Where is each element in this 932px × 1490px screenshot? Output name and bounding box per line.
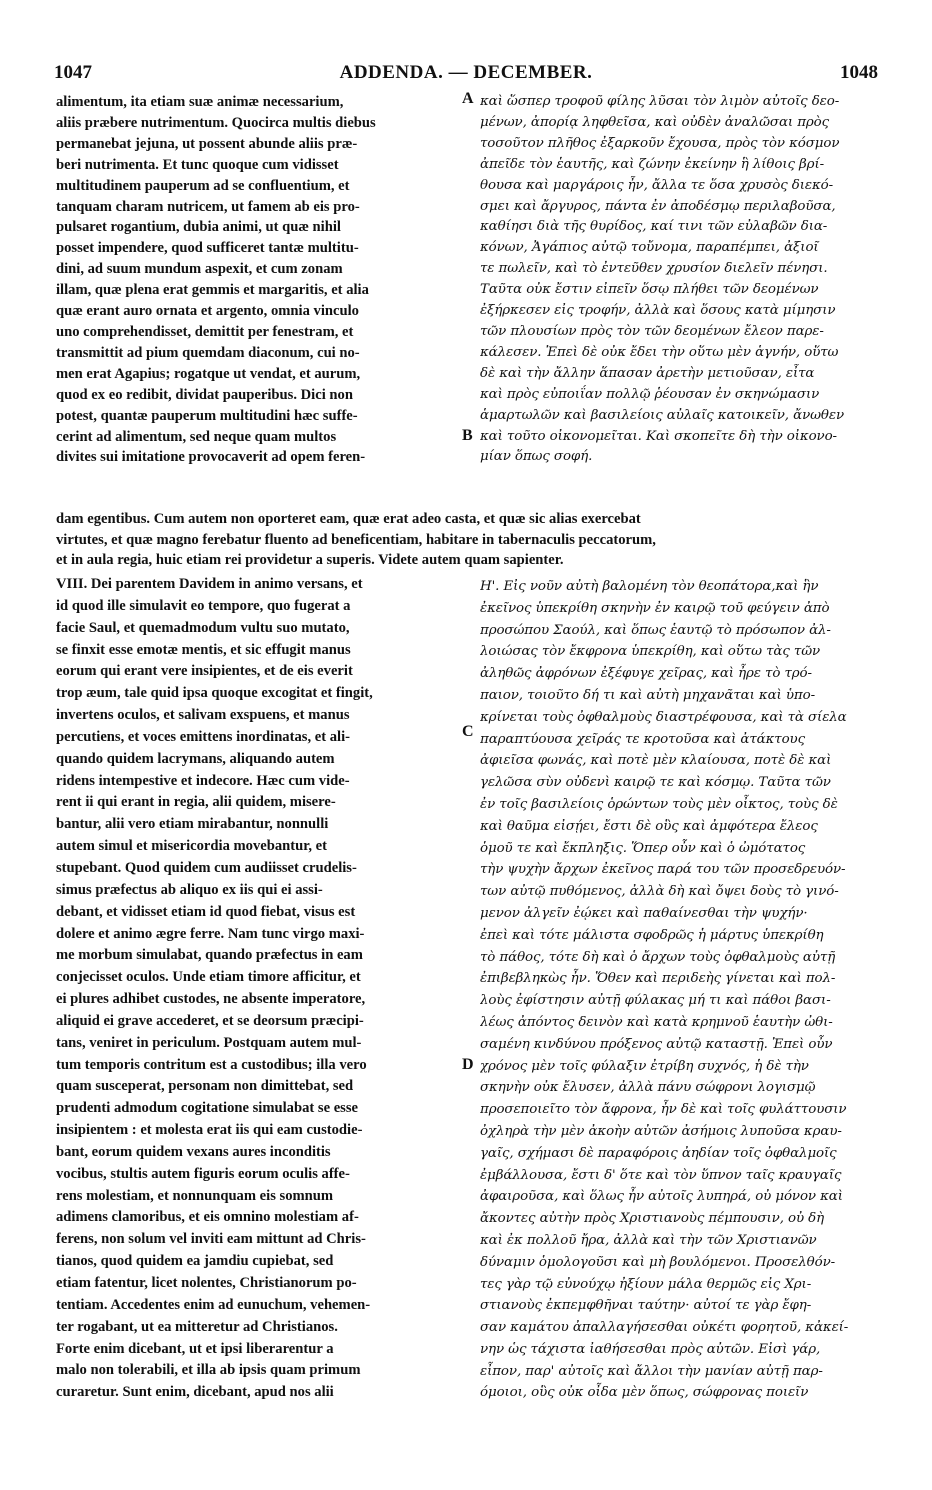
greek-line: σαμένη κινδύνου πρόξενος αὐτῷ καταστῇ. Ἐπεὶ οὖν [480,1036,833,1052]
greek-line: ἀληθῶς ἀφρόνων ἐξέφυγε χεῖρας, καὶ ἦρε τὸ τρό- [480,666,812,682]
margin-marker-c: C [462,723,474,740]
latin-line: tans, veniret in periculum. Postquam autem mul- [56,1034,362,1051]
page-number-right: 1048 [840,62,878,83]
greek-line: σμει καὶ ἄργυρος, πάντα ἐν ἀποδέσμῳ περιλαβοῦσα, [480,198,836,214]
greek-line: μένων, ἀπορίᾳ ληφθεῖσα, καὶ οὐδὲν ἀναλῶσαι πρὸς [480,114,830,130]
greek-line: όμοιοι, οὓς οὐκ οἶδα μὲν ὅπως, σώφρονας ποιεῖν [480,1385,809,1401]
latin-line: tanquam charam nutricem, ut famem ab eis pro- [56,198,360,215]
latin-line: dini, ad suum mundum aspexit, et cum zonam [56,261,343,278]
greek-column-block-2 [480,576,882,1404]
greek-line: ἄκοντες αὐτὴν πρὸς Χριστιανοὺς πέμπουσιν, οὐ δὴ [480,1211,825,1227]
margin-marker-b: B [462,427,473,444]
latin-line: autem simul et misericordia movebantur, et [56,838,328,855]
latin-line: se finxit esse emotæ mentis, et sic effugit manus [56,641,351,658]
latin-line: cerint ad alimentum, sed neque quam multos [56,428,337,445]
greek-line: ὁμοῦ τε καὶ ἔκπληξις. Ὅπερ οὖν καὶ ὁ ὠμότατος [480,840,806,856]
greek-line: ἀφιεῖσα φωνάς, καὶ ποτὲ μὲν κλαίουσα, ποτὲ δὲ καὶ [480,753,832,769]
latin-line: rent ii qui erant in regia, alii quidem, misere- [56,794,336,811]
greek-line: μενον ἀλγεῖν ἐῴκει καὶ παθαίνεσθαι τὴν ψυχήν· [480,905,808,921]
greek-line: παιον, τοιοῦτο δή τι καὶ αὐτὴ μηχανᾶται καὶ ὑπο- [480,687,815,703]
greek-line: κόνων, Ἀγάπιος αὐτῷ τοὔνομα, παραπέμπει, ἀξιοῖ [480,240,819,256]
full-width-line: virtutes, et quæ magno ferebatur fluento ad beneficentiam, habitare in tabernaculis peccatorum, [56,531,656,548]
latin-line: invertens oculos, et salivam exspuens, et manus [56,707,350,724]
greek-line: τες γὰρ τῷ εὐνούχῳ ἠξίουν μάλα θερμῶς εἰς Χρι- [480,1276,812,1292]
latin-line: eorum qui erant vere insipientes, et de eis everit [56,663,353,680]
greek-line: Ταῦτα οὐκ ἔστιν εἰπεῖν ὅσῳ πλήθει τῶν δεομένων [480,282,819,298]
latin-line: simus præfectus ab aliquo ex iis qui ei assi- [56,881,323,898]
latin-line: facie Saul, et quemadmodum vultu suo mutato, [56,619,350,636]
greek-line: εἶπον, παρ' αὐτοῖς καὶ ἄλλοι τὴν μανίαν αὐτῇ παρ- [480,1363,823,1379]
greek-line: ἐμβάλλουσα, ἔστι δ' ὅτε καὶ τὸν ὕπνον ταῖς κραυγαῖς [480,1167,842,1183]
latin-line: transmittit ad pium quemdam diaconum, cui no- [56,344,360,361]
latin-line: tianos, quod quidem ea jamdiu cupiebat, sed [56,1253,334,1270]
latin-line: beri nutrimenta. Et tunc quoque cum vidisset [56,156,339,173]
margin-marker-d: D [462,1056,474,1073]
greek-line: ἐξήρκεσεν εἰς τροφήν, ἀλλὰ καὶ ὅσους κατὰ μίμησιν [480,303,836,319]
latin-line: posset impendere, quod sufficeret tantæ multitu- [56,240,359,257]
latin-line: ferens, non solum vel inviti eam mittunt ad Chris- [56,1231,366,1248]
latin-column-block-2 [56,574,458,1404]
latin-line: quod ex eo redibit, dividat pauperibus. Dici non [56,386,353,403]
greek-line: τοσοῦτον πλῆθος ἐξαρκοῦν ἔχουσα, πρὸς τὸν κόσμον [480,135,840,151]
latin-line: quam susceperat, personam non dimittebat, sed [56,1078,354,1095]
greek-line: καὶ τοῦτο οἰκονομεῖται. Καὶ σκοπεῖτε δὴ τὴν οἰκονο- [480,428,837,444]
latin-line: stupebant. Quod quidem cum audiisset crudelis- [56,859,357,876]
latin-line: curaretur. Sunt enim, dicebant, apud nos alii [56,1384,334,1401]
latin-line: quæ erant auro ornata et argento, omnia vinculo [56,303,359,320]
latin-line: uno comprehendisset, demittit per fenestram, et [56,323,354,340]
latin-line: dolere et animo ægre ferre. Nam tunc virgo maxi- [56,925,365,942]
latin-line: alimentum, ita etiam suæ animæ necessarium, [56,94,344,110]
latin-line: id quod ille simulavit eo tempore, quo fugerat a [56,597,351,614]
greek-line: καὶ πρὸς εὐποιΐαν πολλῷ ῥέουσαν ἐν σκηνώμασιν [480,386,820,402]
greek-line: θουσα καὶ μαργάροις ἦν, ἄλλα τε ὅσα χρυσὸς διεκό- [480,177,834,193]
greek-line: ἐπεὶ καὶ τότε μάλιστα σφοδρῶς ἡ μάρτυς ὑπεκρίθη [480,927,824,943]
latin-line: tum temporis contritum est a custodibus; illa vero [56,1056,367,1073]
greek-line: σαν καμάτου ἀπαλλαγήσεσθαι οὐκέτι φορητοῦ, κἀκεί- [480,1320,849,1336]
greek-line: τε πωλεῖν, καὶ τὸ ἐντεῦθεν χρυσίον διελεῖν πένησι. [480,261,828,277]
greek-line: ἀπεῖδε τὸν ἑαυτῆς, καὶ ζώνην ἐκείνην ἣ λίθοις βρί- [480,156,825,172]
full-width-line: et in aula regia, huic etiam rei providetur a superis. Videte autem quam sapienter. [56,552,564,569]
greek-line: τῶν πλουσίων πρὸς τὸν τῶν δεομένων ἔλεον παρε- [480,323,824,339]
greek-line: νην ὡς τάχιστα ἰαθήσεσθαι πρὸς αὐτῶν. Εἰσὶ γάρ, [480,1341,821,1357]
latin-line: multitudinem pauperum ad se confluentium, et [56,177,350,194]
greek-line: τὴν ψυχὴν ἄρχων ἐκεῖνος παρά του τῶν προσεδρευόν- [480,862,846,878]
greek-line: λοιώσας τὸν ἔκφρονα ὑπεκρίθη, καὶ οὕτω τὰς τῶν [480,644,821,660]
latin-line: ridens intempestive et indecore. Hæc cum vide- [56,772,350,789]
greek-line: προσεποιεῖτο τὸν ἄφρονα, ἦν δὲ καὶ τοῖς φυλάττουσιν [480,1102,847,1118]
latin-line: etiam fatentur, licet nolentes, Christianorum po- [56,1275,357,1291]
latin-line: quando quidem lacrymans, aliquando autem [56,750,335,767]
greek-line: ἁμαρτωλῶν καὶ βασιλείοις αὐλαῖς κατοικεῖν, ἄνωθεν [480,407,845,423]
greek-line: κάλεσεν. Ἐπεὶ δὲ οὐκ ἔδει τὴν οὕτω μὲν ἁγνήν, οὕτω [480,344,839,360]
latin-line: men erat Agapius; rogatque ut vendat, et aurum, [56,365,361,382]
full-width-line: dam egentibus. Cum autem non oporteret eam, quæ erat adeo casta, et quæ sic alias exercebat [56,511,641,527]
greek-line: των αὐτῷ πυθόμενος, ἀλλὰ δὴ καὶ ὄψει δοὺς τὸ γινό- [480,884,839,900]
running-title: ADDENDA. — DECEMBER. [339,62,593,83]
latin-line: divites sui imitatione provocaverit ad opem feren- [56,449,366,466]
greek-line: ἐν τοῖς βασιλείοις ὁρώντων τοὺς μὲν οἶκτος, τοὺς δὲ [480,796,838,812]
page-number-left: 1047 [54,62,92,83]
latin-line: vocibus, stultis autem figuris eorum oculis affe- [56,1165,350,1182]
greek-line: δύναμιν ὁμολογοῦσι καὶ μὴ βουλόμενοι. Προσελθόν- [480,1254,836,1270]
latin-line: prudenti admodum cogitatione simulabat se esse [56,1100,359,1117]
greek-line: προσώπου Σαούλ, καὶ ὅπως ἑαυτῷ τὸ πρόσωπον ἀλ- [480,622,831,638]
greek-line: μίαν ὅπως σοφή. [480,449,593,465]
greek-line: ὀχληρὰ τὴν μὲν ἀκοὴν αὐτῶν ἀσήμοις λυποῦσα κραυ- [480,1123,842,1139]
latin-line: ei plures adhibet custodes, ne absente imperatore, [56,991,366,1008]
greek-line: τὸ πάθος, τότε δὴ καὶ ὁ ἄρχων τοὺς ὀφθαλμοὺς αὐτῇ [480,949,836,965]
latin-line: insipientem : et molesta erat iis qui eam custodie- [56,1122,363,1139]
greek-line: καὶ ὥσπερ τροφοῦ φίλης λῦσαι τὸν λιμὸν αὐτοῖς δεο- [480,94,840,109]
latin-line: pulsaret rogantium, dubia animi, ut quæ nihil [56,219,341,236]
latin-line: me morbum simulabat, quando præfectus in eam [56,947,363,964]
greek-line: γαῖς, σχήμασι δὲ παραφόροις ἀηδίαν τοῖς ὀφθαλμοῖς [480,1145,837,1161]
latin-line: percutiens, et voces emittens inordinatas, et ali- [56,728,350,745]
margin-marker-a: A [462,90,474,107]
greek-column-block-1 [480,92,882,468]
greek-line: Η'. Εἰς νοῦν αὐτὴ βαλομένη τὸν θεοπάτορα,καὶ ἣν [480,579,819,594]
greek-line: ἐκεῖνος ὑπεκρίθη σκηνὴν ἐν καιρῷ τοῦ φεύγειν ἀπὸ [480,600,830,616]
greek-line: κρίνεται τοὺς ὀφθαλμοὺς διαστρέφουσα, καὶ τὰ σίελα [480,709,847,725]
latin-line: bant, eorum quidem vexans aures inconditis [56,1143,331,1160]
latin-line: Forte enim dicebant, ut et ipsi liberarentur a [56,1340,334,1357]
greek-line: ἀφαιροῦσα, καὶ ὅλως ἦν αὐτοῖς λυπηρά, οὐ μόνον καὶ [480,1189,843,1205]
latin-line: tentiam. Accedentes enim ad eunuchum, vehemen- [56,1296,371,1313]
greek-line: λέως ἀπόντος δεινὸν καὶ κατὰ κρημνοῦ ἑαυτὴν ὠθι- [480,1014,833,1030]
greek-line: ἐπιβεβληκὼς ἦν. Ὅθεν καὶ περιδεὴς γίνεται καὶ πολ- [480,971,836,987]
latin-line: malo non tolerabili, et illa ab ipsis quam primum [56,1362,361,1379]
greek-line: στιανοὺς ἐκπεμφθῆναι ταύτην· αὐτοί τε γὰρ ἔφη- [480,1298,812,1314]
latin-line: VIII. Dei parentem Davidem in animo versans, et [56,576,363,592]
latin-line: aliis præbere nutrimentum. Quocirca multis diebus [56,114,376,131]
latin-line: illam, quæ plena erat gemmis et margaritis, et alia [56,282,369,299]
greek-line: λοὺς ἐφίστησιν αὐτῇ φύλακας μή τι καὶ πάθοι βασι- [480,993,831,1009]
greek-line: δὲ καὶ τὴν ἄλλην ἅπασαν ἀρετὴν μετιοῦσαν, εἶτα [480,365,815,381]
page-header [54,62,878,88]
latin-column-block-1 [56,92,458,468]
greek-line: παραπτύουσα χεῖράς τε κροτοῦσα καὶ ἀτάκτους [480,731,806,747]
latin-line: adimens clamoribus, et eis omnino molestiam af- [56,1209,359,1226]
latin-line: permanebat jejuna, ut possent abunde aliis præ- [56,135,358,152]
greek-line: καὶ ἐκ πολλοῦ ἤρα, ἀλλὰ καὶ τὴν τῶν Χριστιανῶν [480,1232,817,1248]
latin-line: potest, quantæ pauperum multitudini hæc suffe- [56,407,358,424]
latin-line: conjecisset oculos. Unde etiam timore afficitur, et [56,969,361,986]
greek-line: γελῶσα σὺν οὐδενὶ καιρῷ τε καὶ κόσμῳ. Ταῦτα τῶν [480,775,831,791]
latin-line: rens molestiam, et nonnunquam eis somnum [56,1187,334,1204]
greek-line: χρόνος μὲν τοῖς φύλαξιν ἐτρίβη συχνός, ἡ δὲ τὴν [480,1058,809,1074]
greek-line: καθίησι διὰ τῆς θυρίδος, καί τινι τῶν εὐλαβῶν δια- [480,219,828,235]
full-width-passage [56,509,886,571]
latin-line: debant, et vidisset etiam id quod fiebat, visus est [56,903,356,920]
latin-line: trop æum, tale quid ipsa quoque excogitat et fingit, [56,685,373,702]
greek-line: σκηνὴν οὐκ ἔλυσεν, ἀλλὰ πάνυ σώφρονι λογισμῷ [480,1080,816,1096]
greek-line: καὶ θαῦμα εἰσῄει, ἔστι δὲ οὓς καὶ ἀμφότερα ἔλεος [480,818,818,834]
latin-line: ter rogabant, ut ea mitteretur ad Christianos. [56,1318,338,1335]
latin-line: aliquid ei grave accederet, et se deorsum præcipi- [56,1012,364,1029]
latin-line: bantur, alii vero etiam mirabantur, nonnulli [56,816,329,833]
